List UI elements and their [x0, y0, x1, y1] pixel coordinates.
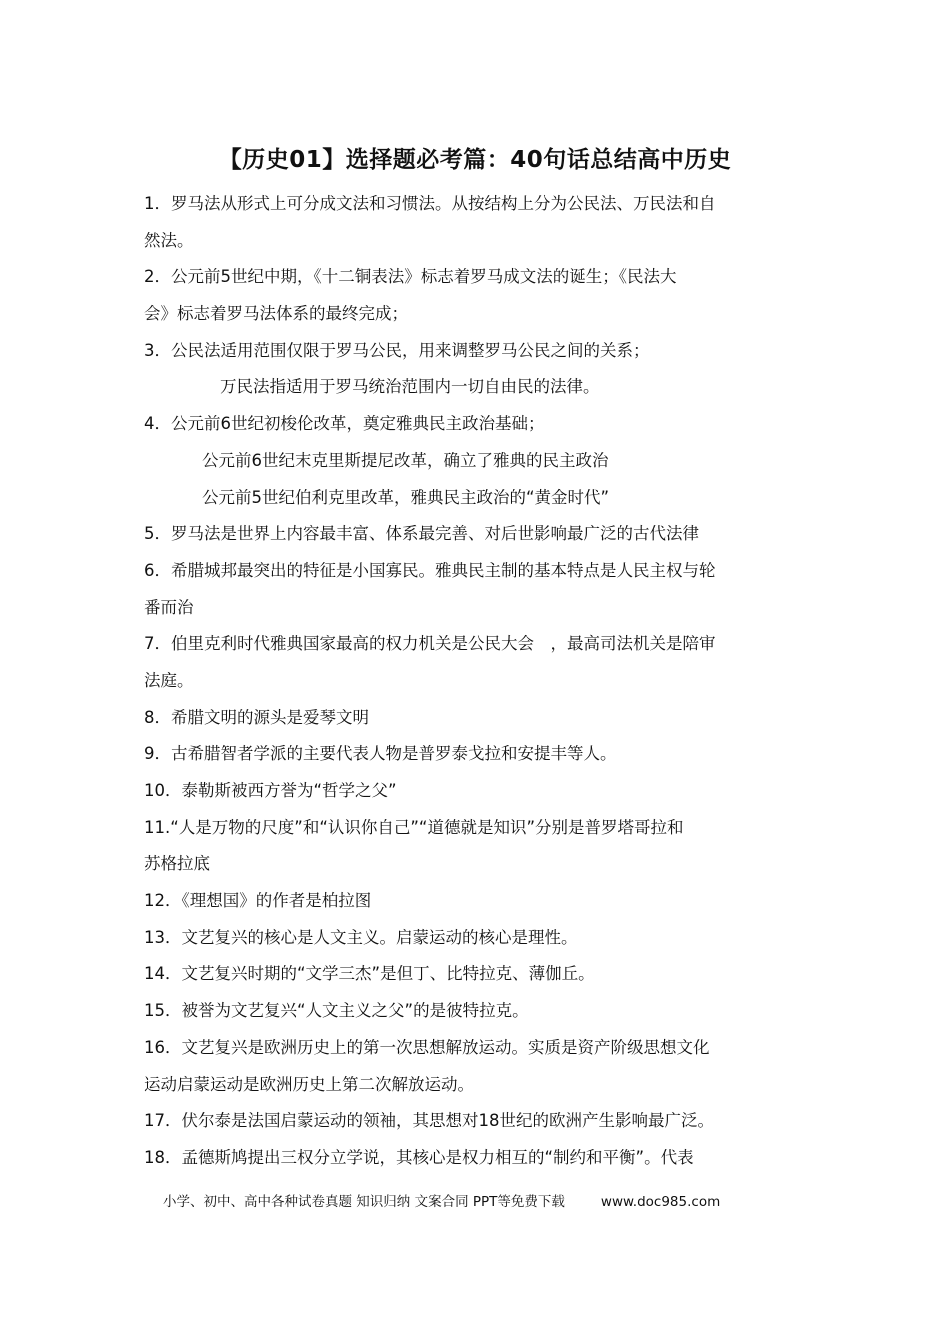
- text-line-indented: 万民法指适用于罗马统治范围内一切自由民的法律。: [220, 377, 600, 397]
- text-line: 14．文艺复兴时期的“文学三杰”是但丁、比特拉克、薄伽丘。: [144, 964, 595, 984]
- text-line: 18．孟德斯鸠提出三权分立学说，其核心是权力相互的“制约和平衡”。代表: [144, 1147, 694, 1167]
- text-line: 法庭。: [144, 670, 194, 690]
- text-line: 6．希腊城邦最突出的特征是小国寡民。雅典民主制的基本特点是人民主权与轮: [144, 560, 716, 580]
- text-line: 4．公元前6世纪初梭伦改革，奠定雅典民主政治基础；: [144, 414, 545, 434]
- text-line: 13．文艺复兴的核心是人文主义。启蒙运动的核心是理性。: [144, 927, 578, 947]
- text-line: 17．伏尔泰是法国启蒙运动的领袖，其思想对18世纪的欧洲产生影响最广泛。: [144, 1111, 714, 1131]
- text-line: 3．公民法适用范围仅限于罗马公民，用来调整罗马公民之间的关系；: [144, 340, 650, 360]
- text-line: 7．伯里克利时代雅典国家最高的权力机关是公民大会 ，最高司法机关是陪审: [144, 634, 716, 654]
- text-line: 苏格拉底: [144, 854, 210, 874]
- text-line-indented: 公元前6世纪末克里斯提尼改革，确立了雅典的民主政治: [202, 450, 609, 470]
- text-line: 运动启蒙运动是欧洲历史上第二次解放运动。: [144, 1074, 474, 1094]
- page-title: 【历史01】选择题必考篇：40句话总结高中历史: [218, 147, 732, 173]
- footer-text: 小学、初中、高中各种试卷真题 知识归纳 文案合同 PPT等免费下载: [163, 1194, 565, 1210]
- page-footer: [163, 1190, 720, 1210]
- text-line: 11.“人是万物的尺度”和“认识你自己”“道德就是知识”分别是普罗塔哥拉和: [144, 817, 684, 837]
- text-line: 12．《理想国》的作者是柏拉图: [144, 891, 372, 911]
- text-line: 9．古希腊智者学派的主要代表人物是普罗泰戈拉和安提丰等人。: [144, 744, 617, 764]
- text-line: 会》标志着罗马法体系的最终完成；: [144, 304, 408, 324]
- text-line: 1．罗马法从形式上可分成文法和习惯法。从按结构上分为公民法、万民法和自: [144, 194, 716, 213]
- text-line: 然法。: [144, 230, 194, 250]
- text-line: 15．被誉为文艺复兴“人文主义之父”的是彼特拉克。: [144, 1001, 529, 1021]
- text-line: 16．文艺复兴是欧洲历史上的第一次思想解放运动。实质是资产阶级思想文化: [144, 1037, 710, 1057]
- text-line: 2．公元前5世纪中期，《十二铜表法》标志着罗马成文法的诞生；《民法大: [144, 267, 677, 287]
- footer-url: www.doc985.com: [600, 1194, 721, 1210]
- text-line-indented: 公元前5世纪伯利克里改革，雅典民主政治的“黄金时代”: [202, 487, 610, 507]
- text-line: 5．罗马法是世界上内容最丰富、体系最完善、对后世影响最广泛的古代法律: [144, 524, 699, 544]
- text-line: 8．希腊文明的源头是爱琴文明: [144, 707, 369, 727]
- text-line: 番而治: [144, 597, 194, 617]
- content-body: [144, 186, 824, 1177]
- text-line: 10．泰勒斯被西方誉为“哲学之父”: [144, 781, 397, 800]
